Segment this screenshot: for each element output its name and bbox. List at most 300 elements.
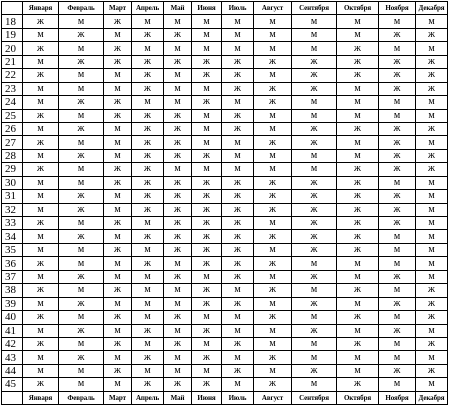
- gender-cell: м: [416, 96, 448, 109]
- gender-cell: ж: [132, 149, 164, 162]
- table-row: [2, 257, 448, 270]
- gender-cell: м: [192, 28, 222, 41]
- gender-cell: ж: [23, 257, 59, 270]
- gender-cell: ж: [192, 149, 222, 162]
- header-row: [2, 2, 448, 15]
- gender-cell: м: [337, 15, 379, 28]
- table-row: [2, 230, 448, 243]
- table-row: [2, 203, 448, 216]
- gender-cell: ж: [222, 364, 254, 377]
- gender-cell: ж: [222, 257, 254, 270]
- gender-cell: м: [379, 351, 416, 364]
- gender-cell: ж: [337, 311, 379, 324]
- age-cell: 19: [2, 28, 23, 41]
- header-month-label: Декабря: [416, 2, 448, 15]
- gender-cell: ж: [337, 284, 379, 297]
- gender-cell: м: [292, 28, 337, 41]
- table-row: [2, 337, 448, 350]
- gender-cell: м: [379, 378, 416, 391]
- gender-cell: м: [23, 176, 59, 189]
- gender-cell: ж: [222, 217, 254, 230]
- gender-cell: м: [23, 28, 59, 41]
- table-row: [2, 82, 448, 95]
- gender-cell: ж: [59, 270, 104, 283]
- gender-cell: м: [337, 351, 379, 364]
- gender-cell: ж: [104, 55, 132, 68]
- gender-cell: ж: [164, 337, 192, 350]
- gender-cell: м: [132, 364, 164, 377]
- gender-cell: м: [254, 42, 292, 55]
- gender-cell: м: [164, 42, 192, 55]
- gender-cell: м: [379, 15, 416, 28]
- gender-cell: ж: [132, 82, 164, 95]
- age-cell: 36: [2, 257, 23, 270]
- gender-cell: ж: [132, 109, 164, 122]
- gender-cell: м: [132, 270, 164, 283]
- footer-month-label: Января: [23, 391, 59, 404]
- table-row: [2, 311, 448, 324]
- table-row: [2, 243, 448, 256]
- gender-cell: м: [254, 28, 292, 41]
- table-row: [2, 297, 448, 310]
- gender-cell: ж: [292, 190, 337, 203]
- gender-cell: м: [292, 337, 337, 350]
- gender-cell: м: [164, 257, 192, 270]
- age-cell: 42: [2, 337, 23, 350]
- age-cell: 28: [2, 149, 23, 162]
- gender-cell: м: [23, 351, 59, 364]
- gender-cell: м: [292, 163, 337, 176]
- age-cell: 20: [2, 42, 23, 55]
- gender-cell: ж: [379, 297, 416, 310]
- gender-cell: ж: [379, 136, 416, 149]
- gender-cell: м: [164, 364, 192, 377]
- gender-cell: ж: [254, 203, 292, 216]
- age-cell: 27: [2, 136, 23, 149]
- gender-cell: м: [254, 15, 292, 28]
- gender-cell: м: [379, 230, 416, 243]
- gender-cell: ж: [59, 55, 104, 68]
- gender-cell: м: [379, 42, 416, 55]
- gender-cell: м: [164, 297, 192, 310]
- gender-cell: ж: [23, 69, 59, 82]
- gender-cell: ж: [416, 311, 448, 324]
- gender-cell: м: [59, 42, 104, 55]
- gender-cell: м: [192, 42, 222, 55]
- gender-cell: м: [379, 109, 416, 122]
- gender-cell: м: [222, 324, 254, 337]
- gender-cell: ж: [59, 122, 104, 135]
- gender-cell: ж: [23, 163, 59, 176]
- age-cell: 44: [2, 364, 23, 377]
- gender-cell: м: [132, 337, 164, 350]
- gender-cell: м: [254, 270, 292, 283]
- footer-month-label: Апрель: [132, 391, 164, 404]
- gender-cell: ж: [416, 163, 448, 176]
- gender-cell: ж: [104, 364, 132, 377]
- gender-cell: м: [132, 243, 164, 256]
- age-cell: 38: [2, 284, 23, 297]
- gender-cell: м: [292, 96, 337, 109]
- gender-cell: м: [164, 82, 192, 95]
- gender-cell: ж: [292, 270, 337, 283]
- age-cell: 30: [2, 176, 23, 189]
- gender-cell: ж: [254, 82, 292, 95]
- gender-cell: м: [222, 149, 254, 162]
- gender-cell: ж: [104, 15, 132, 28]
- gender-cell: м: [379, 311, 416, 324]
- gender-cell: ж: [222, 82, 254, 95]
- gender-cell: ж: [23, 311, 59, 324]
- gender-cell: ж: [416, 284, 448, 297]
- gender-cell: ж: [132, 69, 164, 82]
- gender-cell: м: [164, 163, 192, 176]
- gender-cell: м: [292, 257, 337, 270]
- gender-cell: ж: [416, 337, 448, 350]
- gender-cell: ж: [416, 82, 448, 95]
- gender-cell: м: [192, 82, 222, 95]
- gender-cell: ж: [164, 203, 192, 216]
- gender-cell: ж: [192, 284, 222, 297]
- gender-cell: м: [292, 378, 337, 391]
- table-row: [2, 284, 448, 297]
- footer-month-label: Ноября: [379, 391, 416, 404]
- footer-month-label: Май: [164, 391, 192, 404]
- gender-cell: ж: [254, 136, 292, 149]
- age-cell: 43: [2, 351, 23, 364]
- gender-cell: м: [222, 163, 254, 176]
- gender-cell: м: [222, 351, 254, 364]
- gender-cell: м: [23, 297, 59, 310]
- gender-cell: м: [164, 284, 192, 297]
- gender-cell: ж: [416, 297, 448, 310]
- gender-cell: ж: [164, 28, 192, 41]
- age-cell: 23: [2, 82, 23, 95]
- gender-cell: ж: [23, 136, 59, 149]
- gender-cell: м: [132, 311, 164, 324]
- table-row: [2, 190, 448, 203]
- header-month-label: Февраль: [59, 2, 104, 15]
- gender-cell: м: [416, 270, 448, 283]
- gender-cell: ж: [337, 337, 379, 350]
- gender-cell: ж: [416, 364, 448, 377]
- table-row: [2, 109, 448, 122]
- gender-cell: ж: [337, 217, 379, 230]
- gender-cell: м: [104, 351, 132, 364]
- gender-cell: ж: [104, 96, 132, 109]
- gender-cell: ж: [164, 149, 192, 162]
- gender-cell: ж: [379, 122, 416, 135]
- gender-cell: м: [337, 96, 379, 109]
- gender-cell: ж: [192, 243, 222, 256]
- gender-cell: ж: [132, 190, 164, 203]
- gender-cell: ж: [164, 109, 192, 122]
- header-month-label: Января: [23, 2, 59, 15]
- footer-month-label: Март: [104, 391, 132, 404]
- age-cell: 21: [2, 55, 23, 68]
- gender-cell: ж: [192, 190, 222, 203]
- age-cell: 18: [2, 15, 23, 28]
- gender-cell: м: [59, 337, 104, 350]
- gender-cell: м: [292, 42, 337, 55]
- gender-cell: м: [132, 217, 164, 230]
- gender-cell: м: [132, 96, 164, 109]
- gender-cell: ж: [132, 176, 164, 189]
- gender-cell: м: [337, 109, 379, 122]
- gender-cell: ж: [337, 55, 379, 68]
- gender-cell: ж: [222, 69, 254, 82]
- gender-cell: ж: [132, 203, 164, 216]
- gender-cell: м: [59, 257, 104, 270]
- gender-cell: ж: [379, 324, 416, 337]
- gender-cell: м: [23, 203, 59, 216]
- gender-cell: ж: [222, 122, 254, 135]
- gender-cell: ж: [222, 176, 254, 189]
- gender-cell: м: [59, 15, 104, 28]
- gender-cell: ж: [132, 122, 164, 135]
- gender-cell: м: [254, 337, 292, 350]
- gender-cell: м: [192, 364, 222, 377]
- table-row: [2, 364, 448, 377]
- age-cell: 24: [2, 96, 23, 109]
- gender-cell: ж: [254, 55, 292, 68]
- gender-cell: м: [104, 324, 132, 337]
- gender-cell: м: [254, 217, 292, 230]
- header-month-label: Ноября: [379, 2, 416, 15]
- gender-cell: м: [104, 257, 132, 270]
- gender-cell: ж: [132, 163, 164, 176]
- gender-cell: м: [132, 42, 164, 55]
- gender-cell: м: [23, 190, 59, 203]
- gender-cell: м: [23, 243, 59, 256]
- gender-cell: ж: [132, 28, 164, 41]
- header-month-label: Август: [254, 2, 292, 15]
- gender-cell: м: [222, 378, 254, 391]
- gender-cell: ж: [292, 230, 337, 243]
- gender-cell: ж: [379, 55, 416, 68]
- gender-cell: ж: [254, 190, 292, 203]
- gender-cell: м: [192, 311, 222, 324]
- header-month-label: Май: [164, 2, 192, 15]
- gender-cell: ж: [416, 122, 448, 135]
- gender-cell: м: [337, 82, 379, 95]
- gender-cell: м: [292, 351, 337, 364]
- age-cell: 45: [2, 378, 23, 391]
- table-row: [2, 351, 448, 364]
- gender-cell: м: [222, 15, 254, 28]
- gender-cell: ж: [164, 217, 192, 230]
- gender-cell: ж: [254, 284, 292, 297]
- age-cell: 41: [2, 324, 23, 337]
- gender-cell: ж: [292, 122, 337, 135]
- gender-cell: ж: [222, 190, 254, 203]
- gender-cell: м: [292, 109, 337, 122]
- gender-cell: м: [416, 243, 448, 256]
- gender-cell: ж: [379, 82, 416, 95]
- gender-cell: ж: [292, 324, 337, 337]
- age-cell: 32: [2, 203, 23, 216]
- gender-cell: ж: [104, 217, 132, 230]
- gender-cell: ж: [192, 351, 222, 364]
- gender-cell: м: [292, 311, 337, 324]
- gender-cell: м: [104, 297, 132, 310]
- gender-cell: ж: [23, 337, 59, 350]
- gender-cell: ж: [59, 96, 104, 109]
- age-cell: 34: [2, 230, 23, 243]
- table-row: [2, 270, 448, 283]
- gender-cell: м: [23, 55, 59, 68]
- table-row: [2, 122, 448, 135]
- gender-cell: ж: [23, 109, 59, 122]
- gender-cell: м: [192, 270, 222, 283]
- gender-cell: м: [337, 270, 379, 283]
- gender-cell: м: [104, 69, 132, 82]
- table-row: [2, 55, 448, 68]
- gender-cell: ж: [254, 378, 292, 391]
- gender-cell: м: [192, 15, 222, 28]
- gender-cell: ж: [292, 136, 337, 149]
- gender-cell: ж: [337, 163, 379, 176]
- gender-cell: м: [104, 270, 132, 283]
- gender-cell: м: [416, 15, 448, 28]
- gender-cell: м: [23, 82, 59, 95]
- gender-cell: м: [254, 109, 292, 122]
- gender-cell: м: [192, 337, 222, 350]
- gender-cell: ж: [379, 203, 416, 216]
- gender-cell: ж: [254, 230, 292, 243]
- gender-cell: ж: [132, 55, 164, 68]
- gender-cell: м: [164, 15, 192, 28]
- gender-cell: ж: [292, 82, 337, 95]
- table-row: [2, 42, 448, 55]
- gender-cell: ж: [192, 378, 222, 391]
- gender-cell: м: [416, 378, 448, 391]
- gender-cell: м: [59, 364, 104, 377]
- gender-cell: ж: [254, 311, 292, 324]
- gender-cell: ж: [222, 337, 254, 350]
- gender-cell: м: [104, 230, 132, 243]
- gender-cell: м: [416, 230, 448, 243]
- gender-cell: ж: [104, 284, 132, 297]
- gender-cell: ж: [104, 337, 132, 350]
- gender-cell: м: [164, 324, 192, 337]
- gender-cell: м: [164, 69, 192, 82]
- footer-month-label: Октября: [337, 391, 379, 404]
- gender-cell: м: [59, 217, 104, 230]
- gender-cell: ж: [222, 109, 254, 122]
- gender-cell: ж: [192, 297, 222, 310]
- gender-cell: м: [337, 297, 379, 310]
- header-month-label: Апрель: [132, 2, 164, 15]
- gender-cell: ж: [192, 55, 222, 68]
- gender-cell: м: [254, 122, 292, 135]
- gender-cell: м: [254, 69, 292, 82]
- header-corner-cell: [2, 2, 23, 15]
- gender-cell: ж: [132, 351, 164, 364]
- age-cell: 22: [2, 69, 23, 82]
- gender-cell: ж: [292, 203, 337, 216]
- gender-cell: м: [23, 96, 59, 109]
- gender-cell: ж: [416, 69, 448, 82]
- gender-cell: м: [222, 28, 254, 41]
- gender-cell: ж: [192, 324, 222, 337]
- gender-cell: м: [254, 163, 292, 176]
- gender-cell: ж: [59, 351, 104, 364]
- gender-cell: ж: [164, 311, 192, 324]
- gender-cell: ж: [59, 297, 104, 310]
- table-row: [2, 378, 448, 391]
- gender-cell: м: [416, 176, 448, 189]
- gender-cell: ж: [222, 243, 254, 256]
- gender-cell: м: [104, 149, 132, 162]
- gender-cell: м: [337, 324, 379, 337]
- gender-cell: ж: [132, 324, 164, 337]
- gender-cell: ж: [192, 176, 222, 189]
- gender-cell: м: [104, 203, 132, 216]
- footer-month-label: Сентября: [292, 391, 337, 404]
- gender-cell: м: [222, 136, 254, 149]
- gender-cell: м: [254, 297, 292, 310]
- gender-cell: м: [164, 96, 192, 109]
- gender-cell: м: [132, 15, 164, 28]
- footer-corner-cell: [2, 391, 23, 404]
- gender-cell: ж: [23, 378, 59, 391]
- gender-cell: м: [254, 149, 292, 162]
- gender-cell: ж: [192, 257, 222, 270]
- age-cell: 25: [2, 109, 23, 122]
- gender-cell: м: [59, 163, 104, 176]
- table-row: [2, 217, 448, 230]
- gender-cell: ж: [104, 163, 132, 176]
- gender-cell: м: [23, 270, 59, 283]
- header-month-label: Июня: [192, 2, 222, 15]
- gender-cell: м: [337, 28, 379, 41]
- table-row: [2, 28, 448, 41]
- gender-cell: ж: [104, 176, 132, 189]
- footer-row: [2, 391, 448, 404]
- gender-cell: ж: [132, 230, 164, 243]
- gender-cell: м: [59, 136, 104, 149]
- gender-table: [1, 1, 448, 405]
- age-cell: 39: [2, 297, 23, 310]
- gender-cell: м: [23, 149, 59, 162]
- table-row: [2, 15, 448, 28]
- gender-cell: м: [222, 96, 254, 109]
- gender-cell: м: [104, 190, 132, 203]
- gender-cell: м: [104, 82, 132, 95]
- gender-cell: ж: [292, 297, 337, 310]
- age-cell: 29: [2, 163, 23, 176]
- gender-cell: ж: [292, 176, 337, 189]
- gender-cell: ж: [164, 122, 192, 135]
- gender-cell: ж: [164, 55, 192, 68]
- gender-cell: м: [337, 149, 379, 162]
- gender-cell: ж: [379, 163, 416, 176]
- gender-cell: м: [292, 15, 337, 28]
- gender-cell: м: [416, 203, 448, 216]
- gender-cell: ж: [192, 230, 222, 243]
- gender-cell: ж: [192, 96, 222, 109]
- footer-month-label: Июня: [192, 391, 222, 404]
- gender-cell: м: [337, 257, 379, 270]
- gender-cell: м: [104, 28, 132, 41]
- gender-cell: ж: [222, 297, 254, 310]
- gender-cell: ж: [254, 351, 292, 364]
- gender-cell: м: [59, 284, 104, 297]
- gender-cell: м: [292, 284, 337, 297]
- gender-cell: м: [59, 109, 104, 122]
- gender-cell: ж: [59, 190, 104, 203]
